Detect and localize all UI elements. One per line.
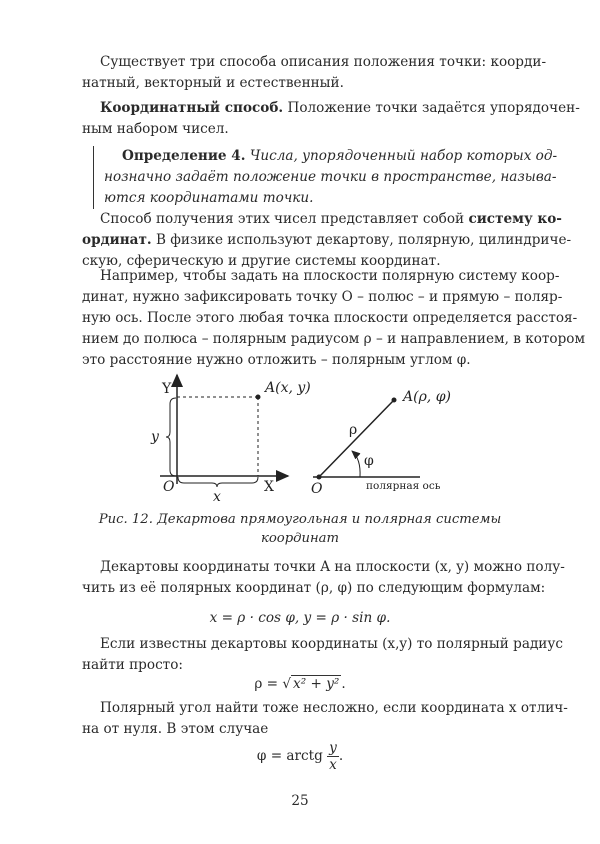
text-line: динат, нужно зафиксировать точку O – полюс – и прямую – поляр- <box>82 289 563 305</box>
brace-y-label: y <box>151 429 159 445</box>
text-line: Например, чтобы задать на плоскости полярную систему коор- <box>100 268 560 284</box>
fraction <box>327 740 339 773</box>
page-number: 25 <box>291 793 309 809</box>
formula-angle <box>0 740 600 773</box>
sqrt-icon: √ <box>282 676 292 692</box>
text-line: ются координатами точки. <box>104 190 314 206</box>
definition-title: Определение 4. <box>122 148 246 164</box>
text-span: Способ получения этих чисел представляет собой <box>100 211 469 227</box>
brace-y <box>166 398 176 476</box>
formula-cartesian: x = ρ · cos φ, y = ρ · sin φ. <box>209 610 391 626</box>
text-line: на от нуля. В этом случае <box>82 721 269 737</box>
angle-label: φ <box>364 453 374 469</box>
paragraph-angle <box>82 698 568 740</box>
formula-radius <box>0 676 600 692</box>
paragraph-radius <box>82 634 563 676</box>
polar-point-label: A(ρ, φ) <box>403 389 451 405</box>
radicand: x² + y² <box>293 676 340 692</box>
x-axis-label: X <box>264 479 274 495</box>
figure-caption <box>90 510 510 548</box>
text-line: натный, векторный и естественный. <box>82 75 344 91</box>
cartesian-diagram <box>150 375 311 505</box>
point-a-label: A(x, y) <box>265 380 311 396</box>
term-bold: ординат. <box>82 232 152 248</box>
formula-end: . <box>338 748 344 764</box>
formula-end: . <box>341 676 346 692</box>
text-line: скую, сферическую и другие системы координат. <box>82 253 441 269</box>
angle-arc-icon <box>352 451 360 477</box>
text-line: Полярный угол найти тоже несложно, если координата x отлич- <box>100 700 568 716</box>
radius-line <box>319 400 394 477</box>
text-line: нием до полюса – полярным радиусом ρ – и направлением, в котором <box>82 331 586 347</box>
text-line: нозначно задаёт положение точки в пространстве, называ- <box>104 169 557 185</box>
text-line: это расстояние нужно отложить – полярным углом φ. <box>82 352 471 368</box>
text-line: Если известны декартовы координаты (x,y) то полярный радиус <box>100 636 563 652</box>
brace-x <box>178 477 258 487</box>
point-a-polar <box>392 398 397 403</box>
term-bold: Координатный способ. <box>100 100 284 116</box>
text-line: найти просто: <box>82 657 183 673</box>
polar-diagram <box>311 389 451 497</box>
point-a <box>256 395 261 400</box>
caption-line: Рис. 12. Декартова прямоугольная и полярная системы <box>98 512 502 527</box>
origin-label: O <box>163 479 175 495</box>
term-bold: систему ко- <box>468 211 562 227</box>
text-span: Числа, упорядоченный набор которых од- <box>245 148 558 164</box>
pole-label: O <box>311 481 323 497</box>
formula-lhs: ρ = <box>254 676 283 692</box>
text-line: Декартовы координаты точки A на плоскости (x, y) можно полу- <box>100 559 565 575</box>
caption-line: координат <box>260 531 340 546</box>
formula-lhs: φ = arctg <box>256 748 328 764</box>
polar-axis-label: полярная ось <box>366 480 441 492</box>
text-span: Положение точки задаётся упорядочен- <box>283 100 580 116</box>
pole-point <box>317 475 322 480</box>
text-line: ным набором чисел. <box>82 121 229 137</box>
paragraph-cartesian-from-polar <box>82 557 565 599</box>
y-axis-label: Y <box>162 381 172 397</box>
text-span: В физике используют декартову, полярную, цилиндриче- <box>151 232 572 248</box>
text-line: ную ось. После этого любая точка плоскости определяется расстоя- <box>82 310 578 326</box>
brace-x-label: x <box>213 489 221 505</box>
radius-label: ρ <box>349 422 358 438</box>
numerator: y <box>329 740 337 756</box>
text-line: Существует три способа описания положения точки: коорди- <box>100 54 547 70</box>
denominator: x <box>329 757 337 773</box>
text-line: чить из её полярных координат (ρ, φ) по следующим формулам: <box>82 580 546 596</box>
